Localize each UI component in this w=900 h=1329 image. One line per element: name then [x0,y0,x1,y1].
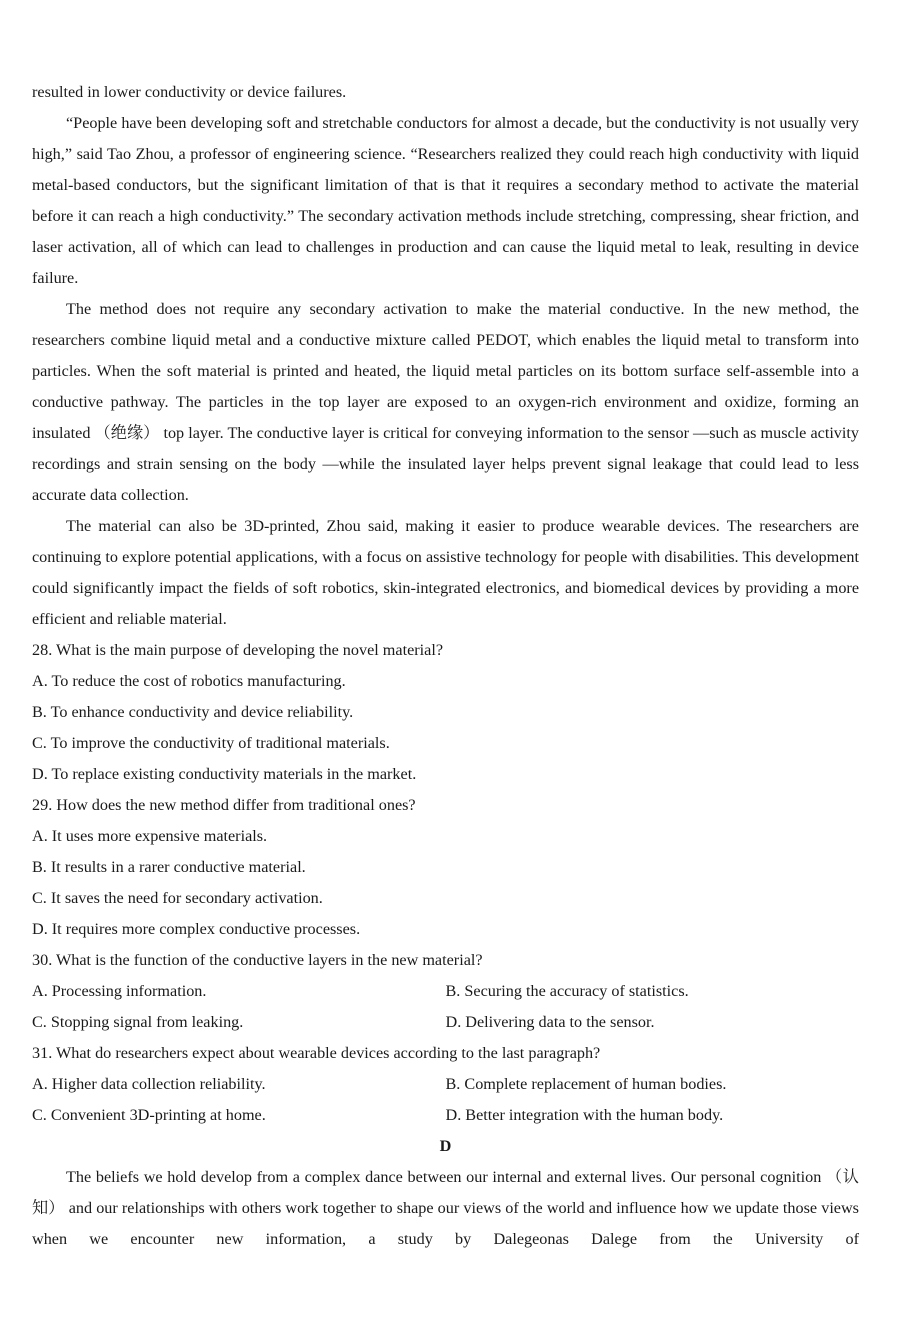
options-row [32,1100,859,1131]
options-row [32,1069,859,1100]
option-d: D. Delivering data to the sensor. [445,1013,655,1031]
passage-c-paragraph-4: The material can also be 3D-printed, Zhou said, making it easier to produce wearable devices. The researchers are continuing to explore potential applications, with a focus on assistive technology for people with disabilities. This development could significantly impact the fields of soft robotics, skin-integrated electronics, and biomedical devices by providing a more efficient and reliable material. [32,517,859,628]
passage-c-paragraph-3: The method does not require any secondary activation to make the material conductive. In the new method, the researchers combine liquid metal and a conductive mixture called PEDOT, which enables the liquid metal to transform into particles. When the soft material is printed and heated, the liquid metal particles on its bottom surface self-assemble into a conductive pathway. The particles in the top layer are exposed to an oxygen-rich environment and oxidize, forming an insulated （绝缘） top layer. The conductive layer is critical for conveying information to the sensor —such as muscle activity recordings and strain sensing on the body —while the insulated layer helps prevent signal leakage that could lead to less accurate data collection. [32,300,859,504]
passage-c-paragraph-1: resulted in lower conductivity or device failures. [32,83,347,101]
option-a: A. Higher data collection reliability. [32,1075,266,1093]
option-c: C. To improve the conductivity of traditional materials. [32,734,390,752]
option-d: D. To replace existing conductivity materials in the market. [32,765,417,783]
question-31 [32,1038,859,1131]
option-b: B. Complete replacement of human bodies. [445,1075,727,1093]
passage-c-paragraph-2: “People have been developing soft and stretchable conductors for almost a decade, but the conductivity is not usually very high,” said Tao Zhou, a professor of engineering science. “Researchers realized they could reach high conductivity with liquid metal-based conductors, but the significant limitation of that is that it requires a secondary method to activate the material before it can reach a high conductivity.” The secondary activation methods include stretching, compressing, shear friction, and laser activation, all of which can lead to challenges in production and can cause the liquid metal to leak, resulting in device failure. [32,114,859,287]
question-28 [32,635,859,790]
question-30 [32,945,859,1038]
exam-page [32,77,859,1255]
section-heading-d: D [439,1137,452,1155]
passage-d-paragraph-1: The beliefs we hold develop from a complex dance between our internal and external lives. Our personal cognition （认知） and our relationships with others work together to shape our views of the world and influence how we update those views when we encounter new information, a study by Dalegeonas Dalege from the University of [32,1168,859,1248]
option-c: C. Convenient 3D-printing at home. [32,1106,266,1124]
option-d: D. It requires more complex conductive processes. [32,920,361,938]
question-stem: 28. What is the main purpose of developing the novel material? [32,641,444,659]
option-d: D. Better integration with the human body. [445,1106,724,1124]
option-b: B. To enhance conductivity and device reliability. [32,703,354,721]
option-a: A. To reduce the cost of robotics manufacturing. [32,672,346,690]
question-stem: 29. How does the new method differ from traditional ones? [32,796,416,814]
question-stem: 30. What is the function of the conductive layers in the new material? [32,951,483,969]
question-29 [32,790,859,945]
options-row [32,976,859,1007]
options-row [32,1007,859,1038]
option-c: C. It saves the need for secondary activation. [32,889,323,907]
option-c: C. Stopping signal from leaking. [32,1013,244,1031]
option-a: A. It uses more expensive materials. [32,827,268,845]
question-stem: 31. What do researchers expect about wearable devices according to the last paragraph? [32,1044,601,1062]
option-b: B. It results in a rarer conductive material. [32,858,306,876]
option-b: B. Securing the accuracy of statistics. [445,982,689,1000]
option-a: A. Processing information. [32,982,207,1000]
